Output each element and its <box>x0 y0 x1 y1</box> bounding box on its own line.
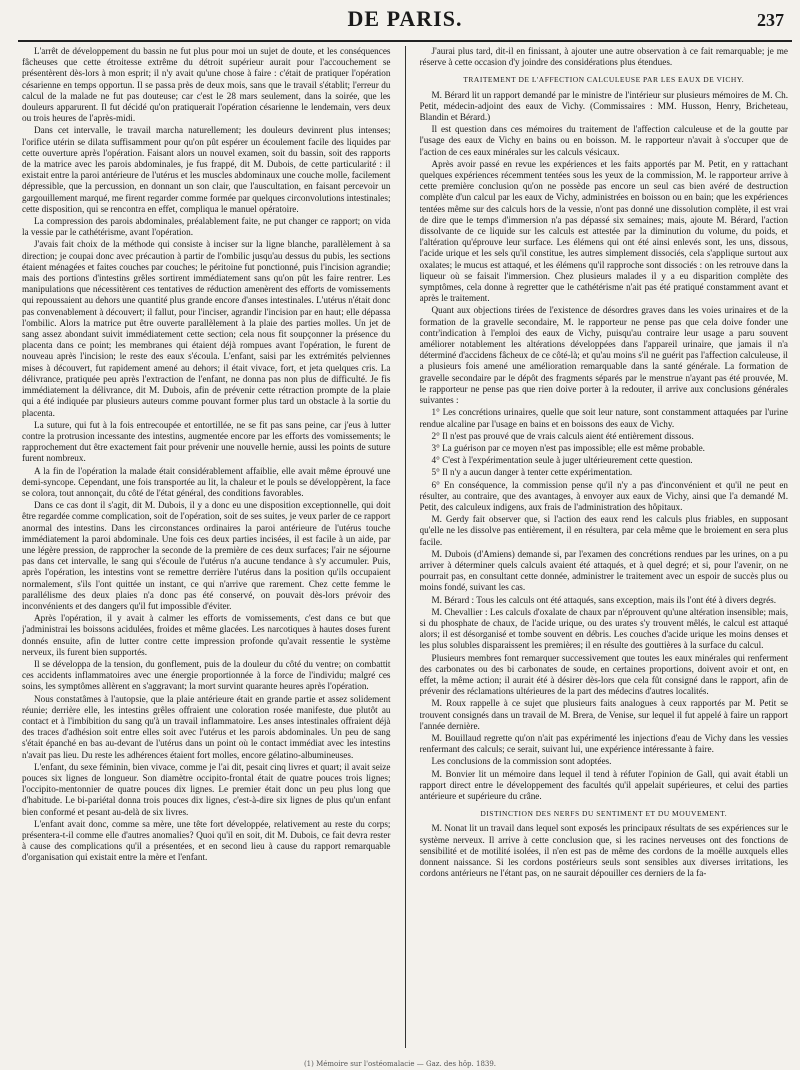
paragraph: M. Bouillaud regrette qu'on n'ait pas expérimenté les injections d'eau de Vichy dans les vessies renfermant des calculs; ce serait, suivant lui, une expérience intéressante à faire. <box>419 732 788 755</box>
paragraph: J'aurai plus tard, dit-il en finissant, à ajouter une autre observation à ce fait remarquable; je me réserve à cette occasion d'y joindre des considérations plus étendues. <box>419 46 788 68</box>
paragraph: 1° Les concrétions urinaires, quelle que soit leur nature, sont constamment attaquées par l'urine rendue alcaline par l'usage en bains et en boissons des eaux de Vichy. <box>419 407 788 429</box>
paragraph: Nous constatâmes à l'autopsie, que la plaie antérieure était en grande partie et assez solidement réunie; derrière elle, les intestins grêles offraient une coloration rosée manifeste, due plutôt au contact et à l'imbibition du sang qu'à un travail inflammatoire. Les anses intestinales offraient déjà des traces d'adhésion soit entre elles soit avec l'utérus et les parois abdominales. Un peu de sang s'était épanché en bas au-devant de l'utérus dans un point où le contact immédiat avec les intestins n'avait pas lieu. Du reste les adhérences étaient fort molles, encore gélatino-albumineuses. <box>22 693 391 760</box>
paragraph: 2° Il n'est pas prouvé que de vrais calculs aient été entièrement dissous. <box>431 430 694 441</box>
paragraph: La suture, qui fut à la fois entrecoupée et entortillée, ne se fit pas sans peine, car j'eus à lutter contre la protrusion incessante des intestins, augmentée encore par les efforts des vomissements; le rapprochement dut être exactement fait pour prévenir une nouvelle hernie, aussi les points de suture furent nombreux. <box>22 419 391 464</box>
paragraph: 5° Il n'y a aucun danger à tenter cette expérimentation. <box>431 467 633 478</box>
page-header <box>22 0 788 40</box>
paragraph: M. Roux rappelle à ce sujet que plusieurs faits analogues à ceux rapportés par M. Petit se trouvent consignés dans un travail de M. Brera, de Venise, sur lequel il fut appelé à faire un rapport l'année dernière. <box>419 698 788 731</box>
columns <box>22 46 788 1048</box>
paragraph: M. Nonat lit un travail dans lequel sont exposés les principaux résultats de ses expériences sur le système nerveux. Il arrive à cette conclusion que, si les racines nerveuses ont des fonctions de sensibilité et de motilité isolées, il n'en est pas de même des cordons de la moëlle auxquels elles donnent naissance. Si les cordons postérieurs seuls sont sensibles aux diverses irritations, les cordons antérieurs ne l'étant pas, on ne saurait dépouiller ces derniers de la fa- <box>419 823 788 879</box>
paragraph: 4° C'est à l'expérimentation seule à juger ultérieurement cette question. <box>431 455 693 466</box>
header-rule <box>18 40 792 42</box>
paragraph: A la fin de l'opération la malade était considérablement affaiblie, elle avait même éprouvé une demi-syncope. Cependant, une fois transportée au lit, la chaleur et le pouls se développèrent, la face se colora, tout annonçait, du côté de l'état général, des conditions favorables. <box>22 465 391 498</box>
paragraph: M. Chevallier : Les calculs d'oxalate de chaux par n'éprouvent qu'une altération insensible; mais, si du phosphate de chaux, de l'acide urique, ou des urates s'y trouvent mêlés, le calcul est attaqué alors; il est désorganisé et tombe souvent en débris. Les couches d'acide urique les moins denses et les plus solubles disparaissent les premières; il en résulte des gouttières à la surface du calcul. <box>419 606 788 651</box>
paragraph: M. Dubois (d'Amiens) demande si, par l'examen des concrétions rendues par les urines, on a pu arriver à déterminer quels calculs avaient été attaqués, et à quel degré; et si, pour l'avenir, on ne pourrait pas, en consultant cette donnée, administrer le traitement avec un espoir de succès plus ou moins fondé, suivant les cas. <box>419 548 788 593</box>
left-column <box>22 46 391 1048</box>
paragraph: Plusieurs membres font remarquer successivement que toutes les eaux minérales qui renferment des carbonates ou des bi carbonates de soude, en certaines proportions, doivent avoir et ont, en effet, la même action; il aurait été à désirer dès-lors que cela fût consigné dans le rapport, afin de prévenir des réclamations ultérieures de la part des médecins d'autres localités. <box>419 652 788 697</box>
paragraph: M. Bérard lit un rapport demandé par le ministre de l'intérieur sur plusieurs mémoires de M. Ch. Petit, médecin-adjoint des eaux de Vichy. (Commissaires : MM. Husson, Henry, Bricheteau, Blandin et Bérard.) <box>419 89 788 123</box>
paragraph: La compression des parois abdominales, préalablement faite, ne put changer ce rapport; on vida la vessie par le cathétérisme, avant l'opération. <box>22 216 391 238</box>
page-number: 237 <box>757 10 784 30</box>
paragraph: Après avoir passé en revue les expériences et les faits apportés par M. Petit, en y rattachant quelques expériences récemment tentées sous les yeux de la commission, M. le rapporteur arrive à cette première conclusion qu'on ne possède pas encore un seul cas bien avéré de destruction complète d'un calcul par les eaux de Vichy, administrées en boisson ou en bain; que les expériences tentées même sur des calculs hors de la vessie, n'ont pas donné une dissolution complète, il est vrai de dire que le temps d'immersion n'a pas dépassé six semaines; mais, ajoute M. Bérard, l'action dissolvante de ce liquide sur les calculs est attestée par la diminution du volume, du poids, et l'altération qu'éprouve leur surface. Les élémens qui ont été ainsi enlevés sont, les uns, dissous, l'acide urique et les sels qu'il constitue, les autres simplement dissociés, cela s'applique surtout aux oxalates; le mucus est attaqué, et les élémens qu'il rapproche sont dissociés : on les retrouve dans la liqueur où se faisait l'immersion. Chez plusieurs malades il y a eu disparition complète des symptômes, cela donne à regretter que le cathétérisme n'ait pas été pratiqué constamment avant et après le traitement. <box>419 158 788 304</box>
paragraph: Les conclusions de la commission sont adoptées. <box>431 756 612 767</box>
section-heading: DISTINCTION DES NERFS DU SENTIMENT ET DU MOUVEMENT. <box>480 809 728 819</box>
paragraph: L'enfant, du sexe féminin, bien vivace, comme je l'ai dit, pesait cinq livres et quart; il avait seize pouces six lignes de longueur. Son diamètre occipito-frontal était de quatre pouces trois lignes; l'occipito-mentonnier de quatre pouces dix lignes. Le premier était donc un peu plus long que d'habitude. Le bi-pariétal donna trois pouces dix lignes, c'est-à-dire six lignes de plus qu'un enfant bien conformé et pesant au-delà de six livres. <box>22 761 391 817</box>
paragraph: J'avais fait choix de la méthode qui consiste à inciser sur la ligne blanche, parallèlement à sa direction; je coupai donc avec précaution à partir de l'ombilic jusqu'au dessus du pubis, les sections étaient ménagées et faites couches par couches; le péritoine fut ponctionné, puis l'incision agrandie; mais des portions d'intestins grêles sortirent immédiatement sans qu'on pût les faire rentrer. Les manipulations que nécessitèrent ces tentatives de réduction amenèrent des efforts de vomissements qui repoussaient au dehors une quantité plus grande encore d'anses intestinales. L'utérus n'était donc pas convenablement à découvert; il fallut, pour l'inciser, agrandir l'incision par en haut; elle dépassa l'ombilic. Alors la matrice put être ouverte parallèlement à la plaie des parties molles. Un jet de sang assez abondant suivit immédiatement cette section; cela nous fit soupçonner la présence du placenta dans ce point; les membranes qui étaient déjà rompues avant l'opération, le furent de nouveau après l'incision; le reste des eaux s'écoula. L'enfant, saisi par les extrémités pelviennes mises à découvert, fut rapidement amené au dehors; il était vivace, fort, et jeta quelques cris. La délivrance, pratiquée peu après l'extraction de l'enfant, ne donna pas non plus de difficulté. Je fis immédiatement la délivrance, dit M. Dubois, afin de prévenir cette rétraction prompte de la plaie qui a été indiquée par plusieurs auteurs comme pouvant former plus tard un obstacle à la sortie du placenta. <box>22 239 391 418</box>
paragraph: L'enfant avait donc, comme sa mère, une tête fort développée, relativement au reste du corps; présentera-t-il comme elle d'autres anomalies? Quoi qu'il en soit, dit M. Dubois, ce fait devra rester à cause des complications qu'il a présentées, et en second lieu à cause du rapport remarquable d'organisation qui existait entre la mère et l'enfant. <box>22 818 391 863</box>
page-footnote: (1) Mémoire sur l'ostéomalacie — Gaz. des hôp. 1839. <box>303 1060 497 1068</box>
paragraph: 3° La guérison par ce moyen n'est pas impossible; elle est même probable. <box>431 442 705 453</box>
paragraph: M. Bonvier lit un mémoire dans lequel il tend à réfuter l'opinion de Gall, qui avait établi un rapport direct entre le développement des facultés qu'il appelait supérieures, et celui des parties antérieure et supérieure du crâne. <box>419 768 788 801</box>
right-column <box>420 46 789 1048</box>
paragraph: Dans ce cas dont il s'agit, dit M. Dubois, il y a donc eu une disposition exceptionnelle, qui doit être regardée comme complication, soit de l'opération, soit de ses suites, je veux parler de ce rapport anormal des intestins. Dans les circonstances ordinaires la paroi antérieure de l'utérus touche immédiatement la paroi abdominale. Une fois ces deux parties incisées, il est facile à un aide, par une légère pression, de rapprocher la seconde de la première de ces deux surfaces; l'air ne séjourne pas dans cet intervalle, le sang qui s'écoule de l'utérus n'a aucune tendance à s'y accumuler. Puis, après l'opération, les intestins vont se remettre derrière l'utérus dans la position qu'ils occupaient normalement, s'ils l'ont quittée un instant, ce qui n'arrive que rarement. Chez cette femme le parallélisme des deux plaies n'a donc pas été conservé, on pouvait dès-lors prévoir des inconvénients et des dangers qu'il fut impossible d'éviter. <box>22 500 391 611</box>
column-divider <box>405 46 406 1048</box>
page-title: DE PARIS. <box>347 6 463 31</box>
paragraph: Il est question dans ces mémoires du traitement de l'affection calculeuse et de la goutte par l'usage des eaux de Vichy en bains ou en boisson. M. le rapporteur n'avait à s'occuper que de l'action de ces eaux minérales sur les calculs vésicaux. <box>419 124 788 157</box>
paragraph: M. Bérard : Tous les calculs ont été attaqués, sans exception, mais ils l'ont été à divers degrés. <box>431 594 777 605</box>
paragraph: Quant aux objections tirées de l'existence de désordres graves dans les voies urinaires et de la formation de la gravelle secondaire, M. le rapporteur ne pense pas que cela doive fonder une contr'indication à l'emploi des eaux de Vichy, puisqu'au contraire leur usage a paru souvent améliorer notablement les altérations développées dans l'appareil urinaire, que jamais il n'a déterminé d'accidens fâcheux de ce côté-là; et qu'au moins s'il ne guérit pas l'affection calculeuse, il a plusieurs fois amené une amélioration remarquable dans la santé générale. La formation de gravelle secondaire par le dépôt des fragments séparés par le menstrue n'ayant pas été prouvée, M. le rapporteur ne pense pas que rien doive porter à la redouter, il arrive aux conclusions générales suivantes : <box>419 305 788 406</box>
section-heading: TRAITEMENT DE L'AFFECTION CALCULEUSE PAR LES EAUX DE VICHY. <box>463 75 745 85</box>
paragraph: L'arrêt de développement du bassin ne fut plus pour moi un sujet de doute, et les conséquences fâcheuses que cette étroitesse extrême du détroit supérieur aurait pour l'accouchement se présentèrent dès-lors à mon esprit; il n'y avait qu'une chose à faire : c'était de pratiquer l'opération césarienne en temps opportun. Il se passa près de deux mois, sans que le travail s'établit; l'erreur du calcul de la malade ne fut pas douteuse; car c'est le 28 mars seulement, dans la soirée, que les douleurs apparurent. Il fut décidé qu'on pratiquerait l'opération césarienne le lendemain, vers deux ou trois heures de l'après-midi. <box>22 46 391 124</box>
paragraph: 6° En conséquence, la commission pense qu'il n'y a pas d'inconvénient et qu'il ne peut en résulter, au contraire, que des avantages, à envoyer aux eaux de Vichy, ainsi que l'a demandé M. Petit, des calculeux indigens, aux frais de l'administration des hôpitaux. <box>419 479 788 512</box>
paragraph: Après l'opération, il y avait à calmer les efforts de vomissements, c'est dans ce but que j'administrai les boissons acidulées, froides et même glacées. Les narcotiques à hautes doses furent donnés ensuite, afin de lutter contre cette impression profonde qu'avait ressentie le système nerveux, ils furent bien supportés. <box>22 613 391 657</box>
paragraph: M. Gerdy fait observer que, si l'action des eaux rend les calculs plus friables, en supposant qu'elle ne les dissolve pas entièrement, il en résultera, par cela même que le broiement en sera plus facile. <box>419 514 788 547</box>
paragraph: Il se développa de la tension, du gonflement, puis de la douleur du côté du ventre; on combattit ces accidents inflammatoires avec une énergie proportionnée à la force de l'individu; malgré ces soins, les symptômes allèrent en s'aggravant; la mort survint quarante heures après l'opération. <box>22 658 391 692</box>
paragraph: Dans cet intervalle, le travail marcha naturellement; les douleurs devinrent plus intenses; l'orifice utérin se dilata suffisamment pour qu'on pût espérer un écoulement facile des liquides par cette ouverture après l'opération. Faisant alors un nouvel examen, soit du bassin, soit des rapports de la matrice avec les parois abdominales, je fus frappé, dit M. Dubois, de cette particularité : il existait entre la paroi antérieure de l'utérus et les muscles abdominaux une couche molle, facilement dépressible, que la percussion, en donnant un son clair, que l'auscultation, en faisant percevoir un gargouillement marqué, me firent regarder comme formée par quelques circonvolutions intestinales; cette disposition, qui se rencontra en effet, compliqua le manuel opératoire. <box>22 125 391 214</box>
